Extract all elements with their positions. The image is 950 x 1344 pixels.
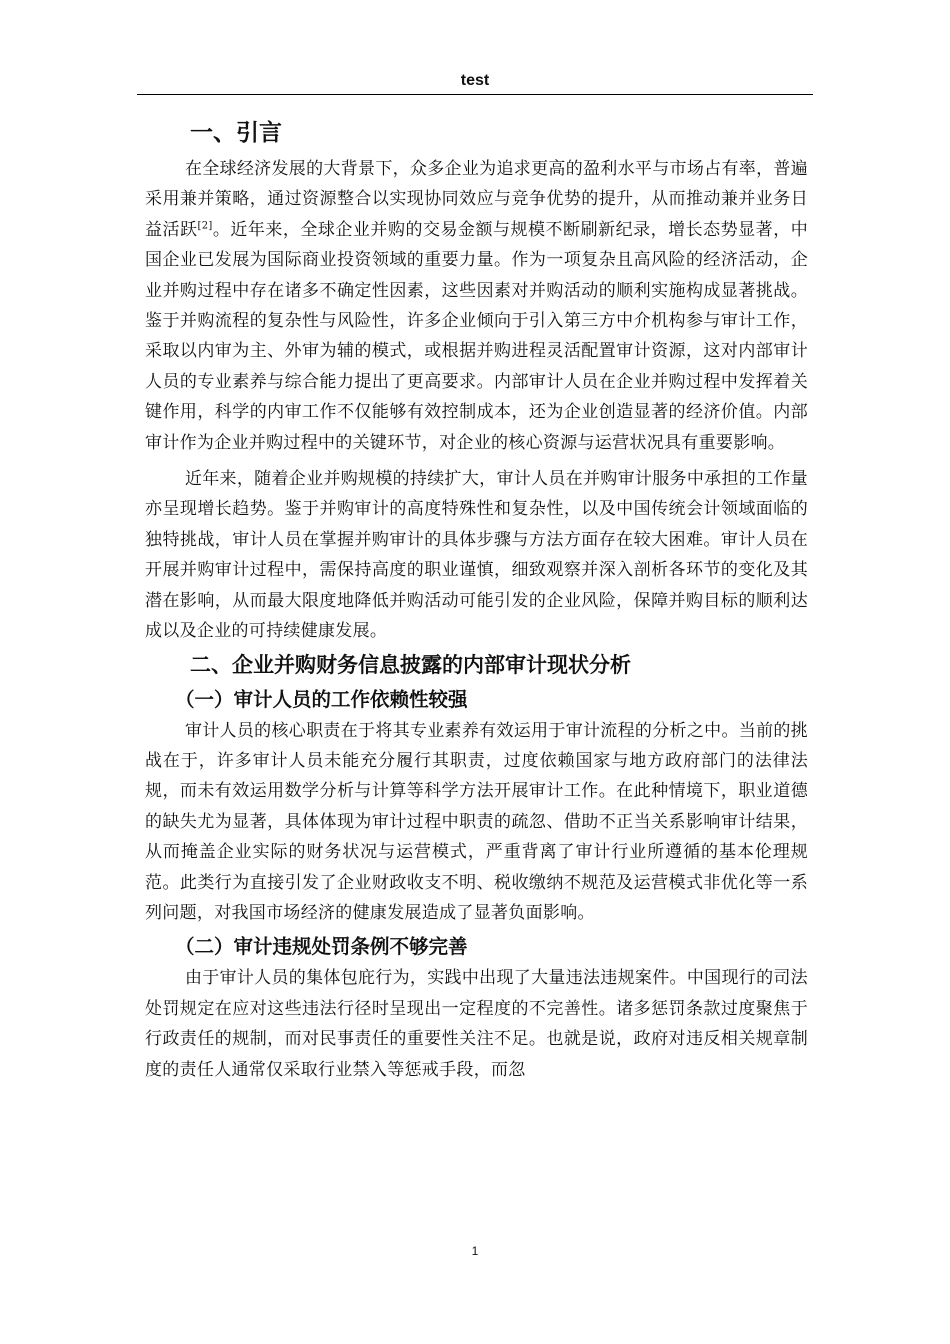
subsection-heading-1: （一）审计人员的工作依赖性较强: [175, 687, 468, 711]
paragraph-text: 。近年来，全球企业并购的交易金额与规模不断刷新纪录，增长态势显著，中国企业已发展为国际商业投资领域的重要力量。作为一项复杂且高风险的经济活动，企业并购过程中存在诸多不确定性因素，这些因素对并购活动的顺利实施构成显著挑战。鉴于并购流程的复杂性与风险性，许多企业倾向于引入第三方中介机构参与审计工作，采取以内审为主、外审为辅的模式，或根据并购进程灵活配置审计资源，这对内部审计人员的专业素养与综合能力提出了更高要求。内部审计人员在企业并购过程中发挥着关键作用，科学的内审工作不仅能够有效控制成本，还为企业创造显著的经济价值。内部审计作为企业并购过程中的关键环节，对企业的核心资源与运营状况具有重要影响。: [145, 219, 809, 453]
section-heading-intro: 一、引言: [190, 120, 282, 146]
document-body: [145, 112, 808, 1085]
page-footer: [0, 1244, 950, 1258]
header-title: test: [460, 72, 490, 89]
paragraph-intro-1: [145, 154, 808, 458]
paragraph-intro-2: 近年来，随着企业并购规模的持续扩大，审计人员在并购审计服务中承担的工作量亦呈现增长趋势。鉴于并购审计的高度特殊性和复杂性，以及中国传统会计领域面临的独特挑战，审计人员在掌握并购审计的具体步骤与方法方面存在较大困难。审计人员在开展并购审计过程中，需保持高度的职业谨慎，细致观察并深入剖析各环节的变化及其潜在影响，从而最大限度地降低并购活动可能引发的企业风险，保障并购目标的顺利达成以及企业的可持续健康发展。: [145, 469, 808, 642]
paragraph-sub2-1: 由于审计人员的集体包庇行为，实践中出现了大量违法违规案件。中国现行的司法处罚规定在应对这些违法行径时呈现出一定程度的不完善性。诸多惩罚条款过度聚焦于行政责任的规制，而对民事责任的重要性关注不足。也就是说，政府对违反相关规章制度的责任人通常仅采取行业禁入等惩戒手段，而忽: [145, 968, 808, 1080]
section-heading-analysis: 二、企业并购财务信息披露的内部审计现状分析: [190, 652, 631, 677]
page-header: [137, 70, 813, 95]
subsection-heading-2: （二）审计违规处罚条例不够完善: [175, 935, 468, 959]
paragraph-text: 在全球经济发展的大背景下，众多企业为追求更高的盈利水平与市场占有率，普遍采用兼并策略，通过资源整合以实现协同效应与竞争优势的提升，从而推动兼并业务日益活跃: [145, 159, 808, 240]
paragraph-sub1-1: 审计人员的核心职责在于将其专业素养有效运用于审计流程的分析之中。当前的挑战在于，许多审计人员未能充分履行其职责，过度依赖国家与地方政府部门的法律法规，而未有效运用数学分析与计算等科学方法开展审计工作。在此种情境下，职业道德的缺失尤为显著，具体体现为审计过程中职责的疏忽、借助不正当关系影响审计结果，从而掩盖企业实际的财务状况与运营模式，严重背离了审计行业所遵循的基本伦理规范。此类行为直接引发了企业财政收支不明、税收缴纳不规范及运营模式非优化等一系列问题，对我国市场经济的健康发展造成了显著负面影响。: [145, 720, 808, 923]
citation-ref: [2]: [197, 220, 213, 232]
page-number: 1: [471, 1244, 479, 1258]
